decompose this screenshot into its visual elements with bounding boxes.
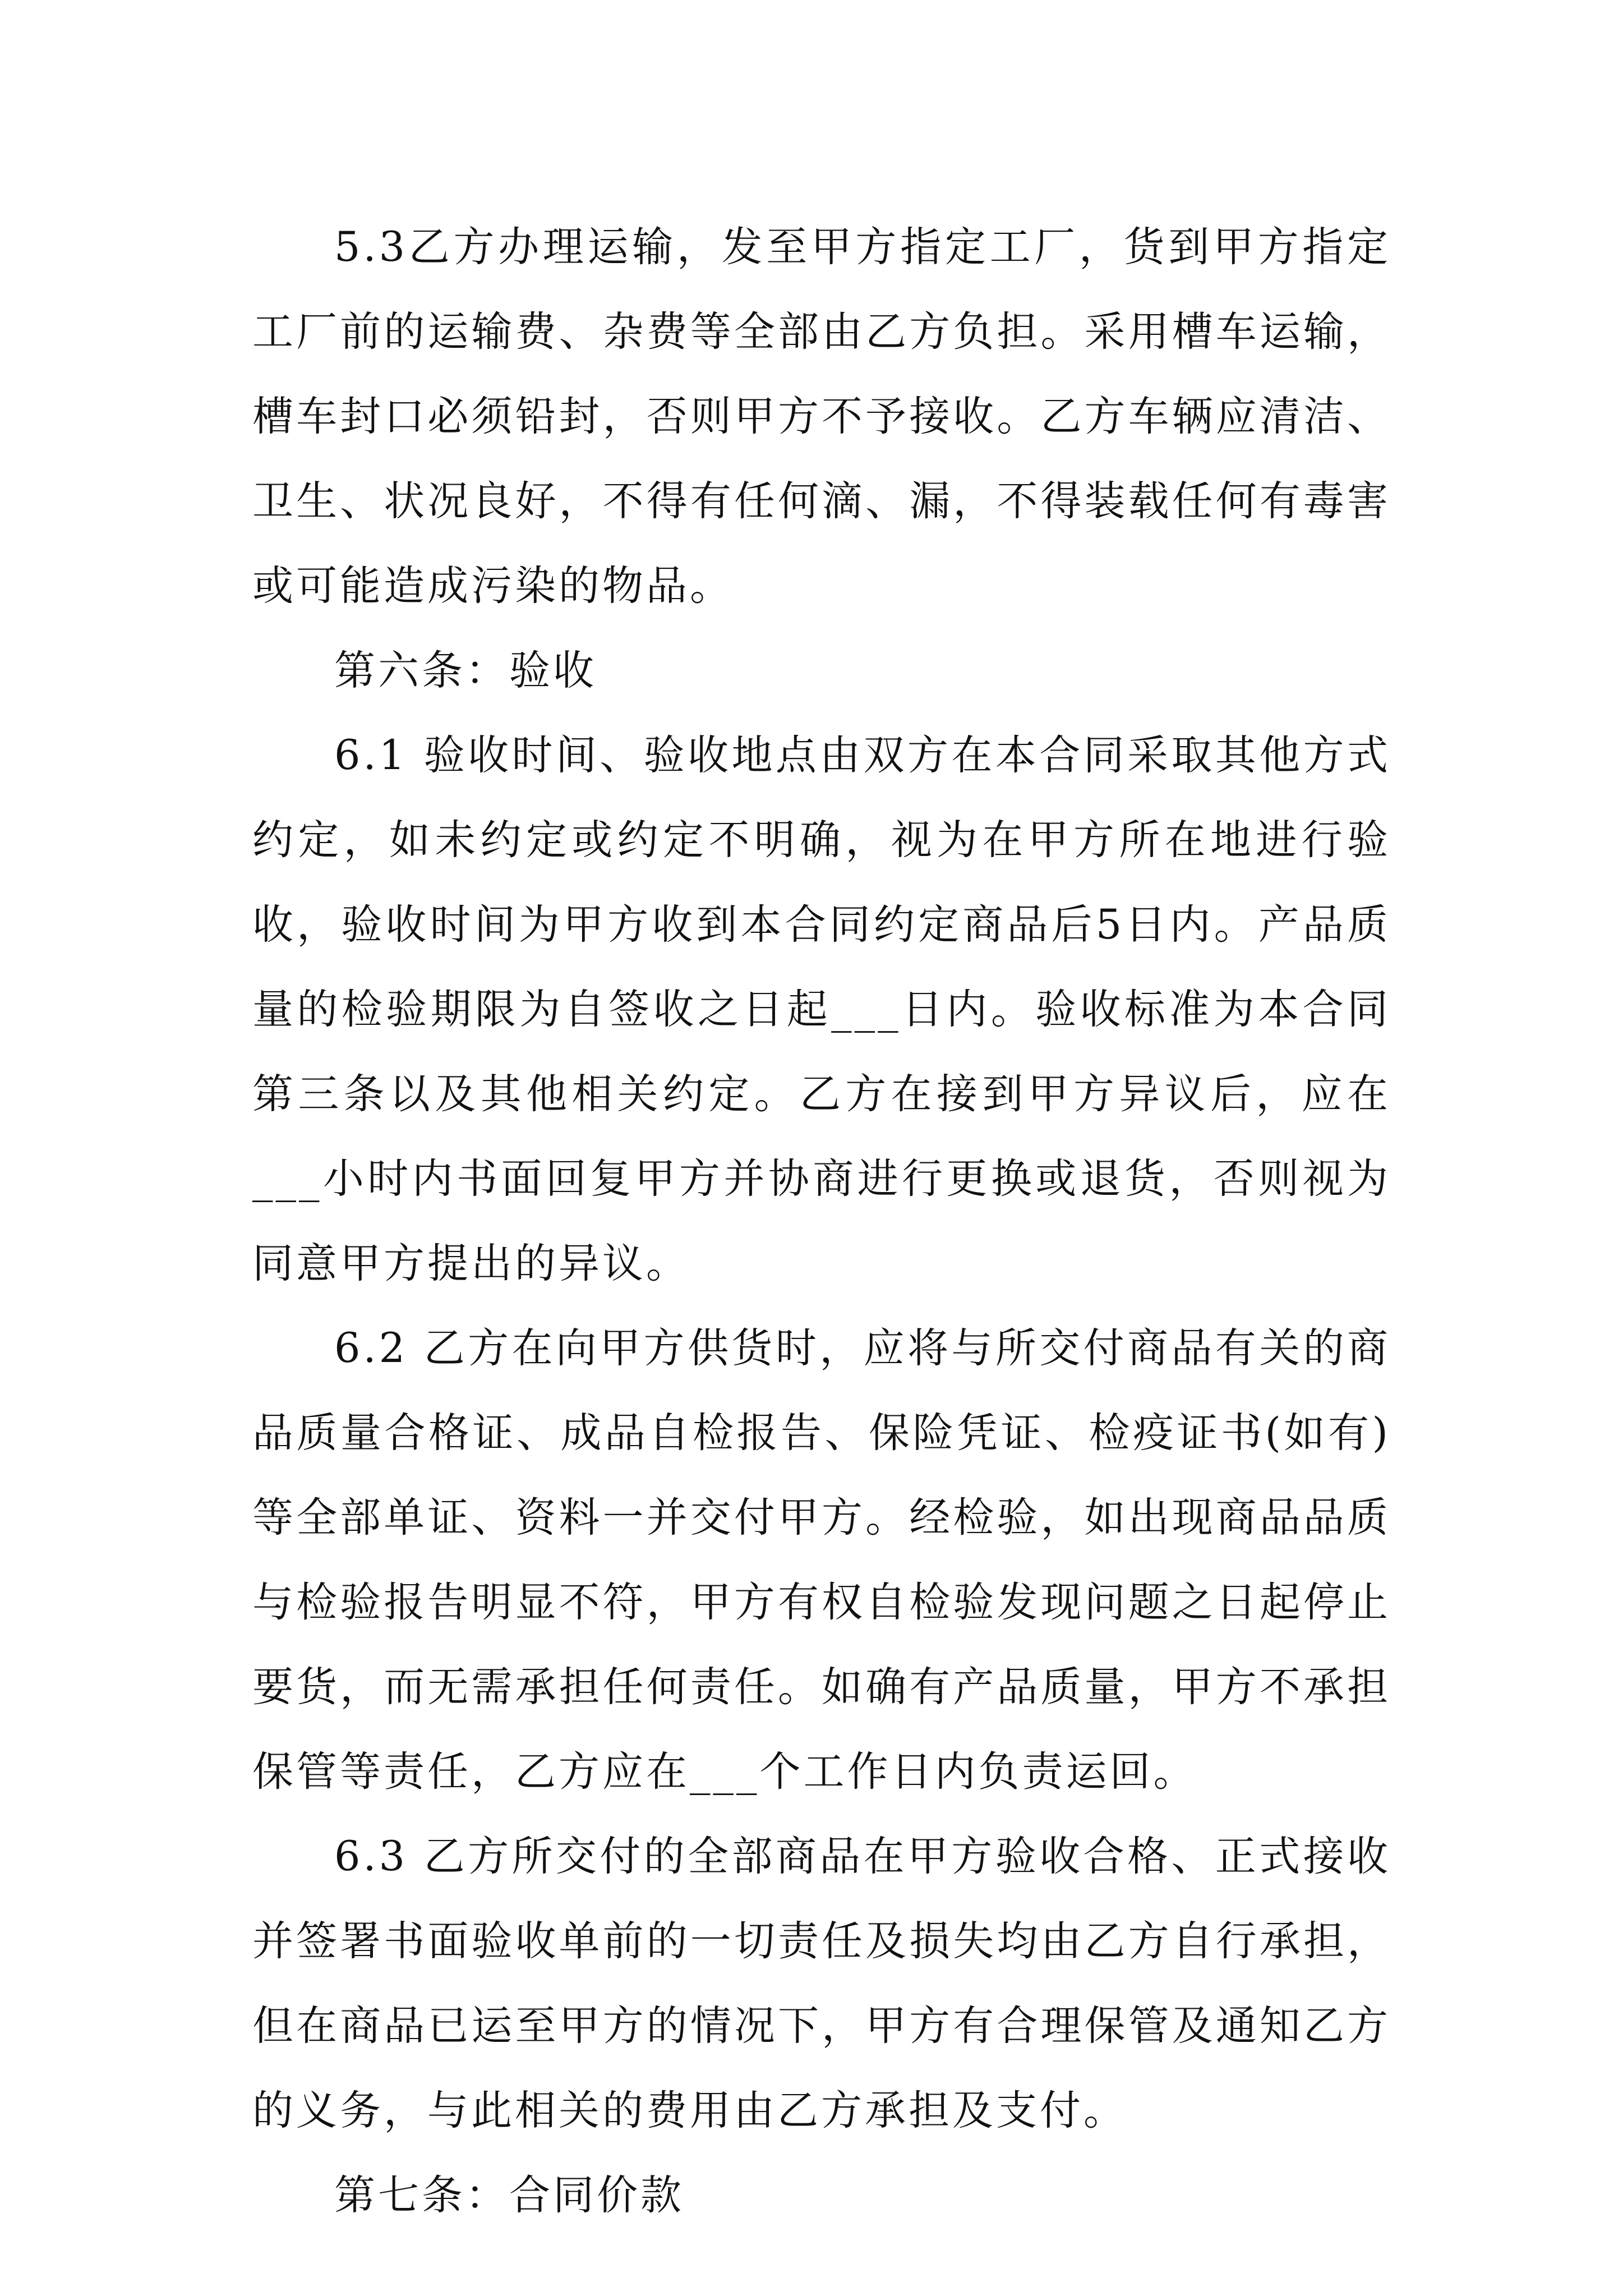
article-6-heading: 第六条：验收 xyxy=(334,647,597,694)
document-body xyxy=(252,205,1391,2238)
clause-6-2-paragraph: 6.2 乙方在向甲方供货时，应将与所交付商品有关的商品质量合格证、成品自检报告、保险凭证、检疫证书(如有)等全部单证、资料一并交付甲方。经检验，如出现商品品质与检验报告明显不符，甲方有权自检验发现问题之日起停止要货，而无需承担任何责任。如确有产品质量，甲方不承担保管等责任，乙方应在___个工作日内负责运回。 xyxy=(252,1324,1391,1796)
clause-6-3-paragraph: 6.3 乙方所交付的全部商品在甲方验收合格、正式接收并签署书面验收单前的一切责任及损失均由乙方自行承担，但在商品已运至甲方的情况下，甲方有合理保管及通知乙方的义务，与此相关的费用由乙方承担及支付。 xyxy=(252,1833,1391,2134)
clause-5-3-paragraph: 5.3乙方办理运输，发至甲方指定工厂，货到甲方指定工厂前的运输费、杂费等全部由乙方负担。采用槽车运输，槽车封口必须铅封，否则甲方不予接收。乙方车辆应清洁、卫生、状况良好，不得有任何滴、漏，不得装载任何有毒害或可能造成污染的物品。 xyxy=(252,223,1391,610)
article-7-heading: 第七条：合同价款 xyxy=(334,2171,684,2219)
clause-6-1-paragraph: 6.1 验收时间、验收地点由双方在本合同采取其他方式约定，如未约定或约定不明确，视为在甲方所在地进行验收，验收时间为甲方收到本合同约定商品后5日内。产品质量的检验期限为自签收之日起___日内。验收标准为本合同第三条以及其他相关约定。乙方在接到甲方异议后，应在___小时内书面回复甲方并协商进行更换或退货，否则视为同意甲方提出的异议。 xyxy=(252,731,1391,1287)
